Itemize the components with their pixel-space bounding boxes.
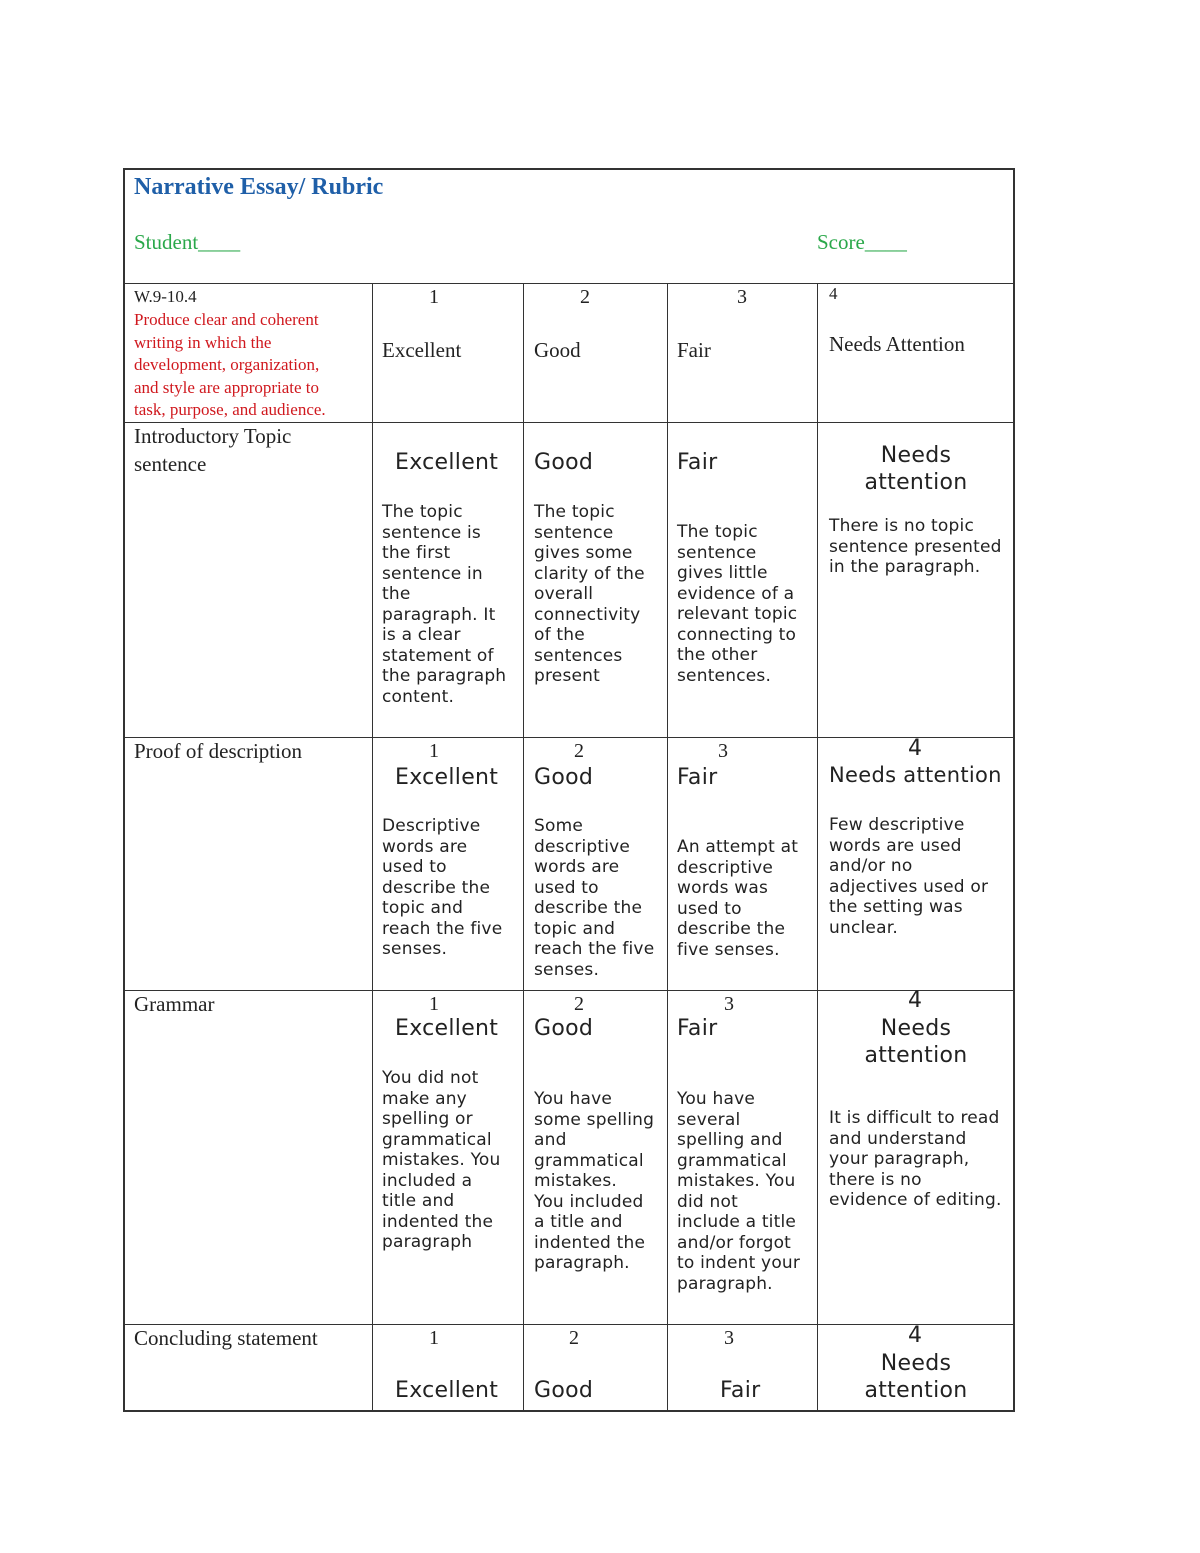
cell-heading: Needs attention [864, 1016, 968, 1068]
cell-heading: Fair [677, 450, 718, 475]
criterion-introductory-topic-sentence: Introductory Topic sentence [134, 424, 292, 476]
criterion-grammar: Grammar [134, 992, 215, 1016]
cell-heading: Fair [677, 1016, 718, 1041]
cell-heading: Excellent [395, 1378, 499, 1403]
cell-description: The topic sentence is the first sentence in the paragraph. It is a clear statement of the paragraph content. [382, 502, 507, 707]
standard-code: W.9-10.4 [134, 287, 197, 306]
rubric-title: Narrative Essay/ Rubric [134, 174, 384, 200]
cell-description: There is no topic sentence presented in the paragraph. [829, 516, 1002, 577]
scale-number: 2 [580, 286, 590, 308]
score-field[interactable]: Score____ [817, 230, 907, 254]
cell-number: 3 [724, 1327, 734, 1349]
cell-number: 4 [908, 736, 922, 761]
cell-description: You have several spelling and grammatical mistakes. You did not include a title and/or forgot to indent your paragraph. [677, 1089, 801, 1294]
cell-heading: Good [534, 1378, 594, 1403]
cell-description: Few descriptive words are used and/or no adjectives used or the setting was unclear. [829, 815, 989, 938]
cell-number: 2 [574, 740, 584, 762]
scale-label: Fair [677, 338, 711, 362]
cell-number: 4 [908, 988, 922, 1013]
cell-number: 4 [908, 1323, 922, 1348]
cell-number: 3 [718, 740, 728, 762]
cell-heading: Needs attention [864, 1351, 968, 1403]
cell-description: The topic sentence gives some clarity of the overall connectivity of the sentences present [534, 502, 645, 686]
cell-heading: Needs attention [864, 443, 968, 495]
cell-description: Descriptive words are used to describe the topic and reach the five senses. [382, 816, 503, 959]
row-divider [125, 990, 1013, 991]
cell-number: 3 [724, 993, 734, 1015]
cell-heading: Good [534, 450, 594, 475]
cell-number: 1 [429, 740, 439, 762]
scale-label: Good [534, 338, 581, 362]
cell-heading: Good [534, 1016, 594, 1041]
cell-heading: Needs attention [829, 763, 1002, 787]
cell-heading: Excellent [395, 450, 499, 475]
cell-heading: Good [534, 765, 594, 790]
scale-label: Needs Attention [829, 332, 965, 356]
cell-description: You have some spelling and grammatical mistakes. You included a title and indented the paragraph. [534, 1089, 655, 1273]
cell-number: 2 [574, 993, 584, 1015]
cell-number: 1 [429, 993, 439, 1015]
cell-description: An attempt at descriptive words was used to describe the five senses. [677, 837, 799, 960]
column-divider [523, 283, 524, 1410]
cell-description: Some descriptive words are used to describe the topic and reach the five senses. [534, 816, 655, 980]
cell-heading: Excellent [395, 765, 499, 790]
cell-description: It is difficult to read and understand your paragraph, there is no evidence of editing. [829, 1108, 1002, 1210]
scale-number: 3 [737, 286, 747, 308]
scale-label: Excellent [382, 338, 462, 362]
row-divider [125, 283, 1013, 284]
standard-description: Produce clear and coherent writing in which the development, organization, and style are appropriate to task, purpose, and audience. [134, 310, 326, 419]
column-divider [372, 283, 373, 1410]
cell-number: 2 [569, 1327, 579, 1349]
cell-heading: Fair [720, 1378, 761, 1403]
student-field[interactable]: Student____ [134, 230, 241, 254]
criterion-concluding-statement: Concluding statement [134, 1326, 318, 1350]
scale-number: 4 [829, 284, 838, 303]
criterion-proof-of-description: Proof of description [134, 739, 302, 763]
scale-number: 1 [429, 286, 439, 308]
cell-number: 1 [429, 1327, 439, 1349]
cell-description: The topic sentence gives little evidence of a relevant topic connecting to the other sentences. [677, 522, 798, 686]
cell-description: You did not make any spelling or grammatical mistakes. You included a title and indented the paragraph [382, 1068, 501, 1252]
column-divider [667, 283, 668, 1410]
cell-heading: Fair [677, 765, 718, 790]
cell-heading: Excellent [395, 1016, 499, 1041]
column-divider [817, 283, 818, 1410]
